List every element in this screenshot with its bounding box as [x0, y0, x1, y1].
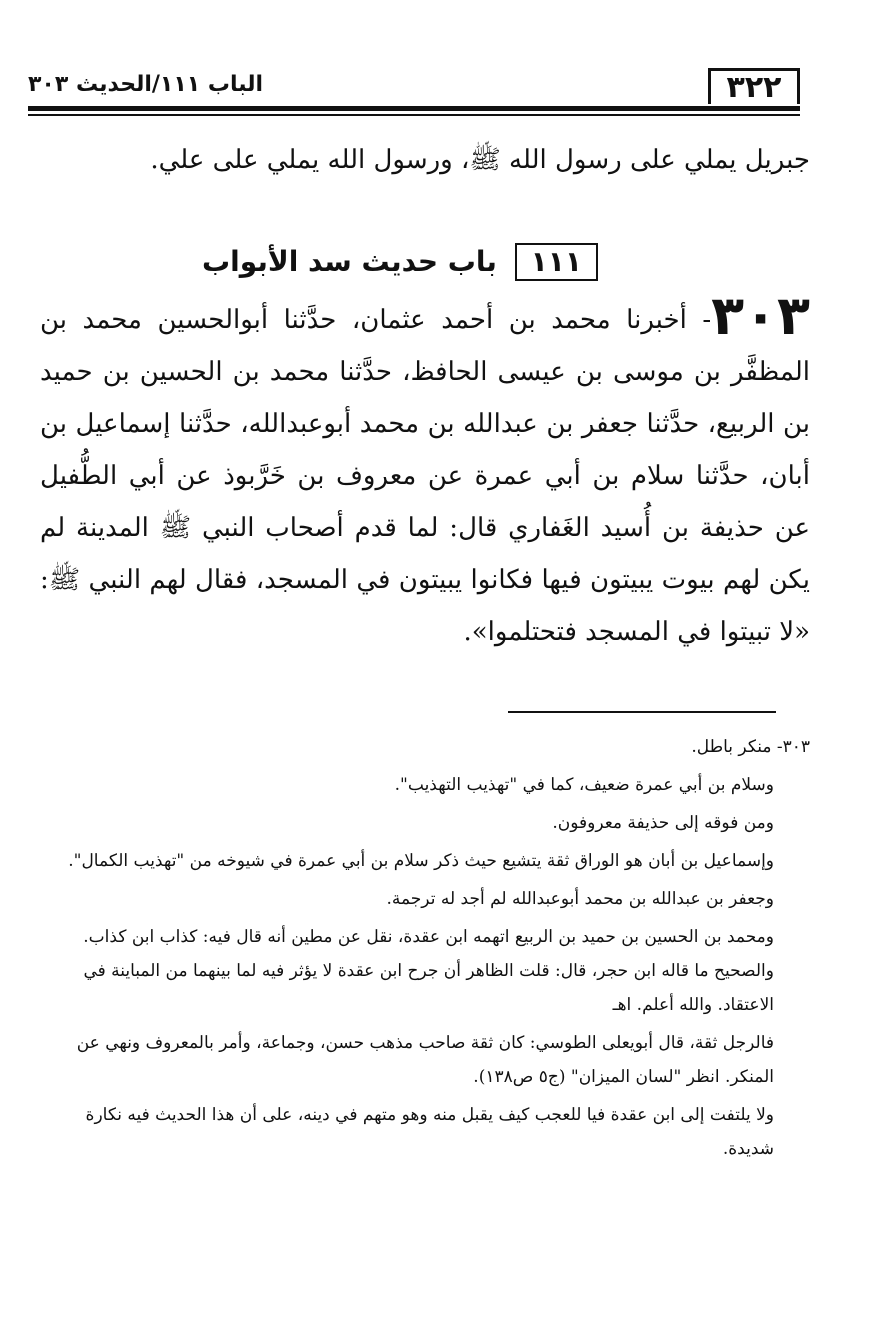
footnote-paragraph: ولا يلتفت إلى ابن عقدة فيا للعجب كيف يقبل منه وهو متهم في دينه، على أن هذا الحديث فيه نكارة شديدة. [85, 1105, 774, 1159]
chapter-number: ١١١ [515, 243, 598, 281]
continuation-text: جبريل يملي على رسول الله ﷺ، ورسول الله يملي على علي. [150, 145, 810, 175]
header-rule-thin [28, 114, 800, 116]
footnote-paragraph: وجعفر بن عبدالله بن محمد أبوعبدالله لم أجد له ترجمة. [386, 889, 774, 909]
page-header [28, 66, 800, 106]
hadith-number: ٣٠٣ [711, 284, 810, 347]
header-rule-thick [28, 106, 800, 111]
page-number: ٣٢٢ [708, 68, 800, 104]
footnote-paragraph: ومن فوقه إلى حذيفة معروفون. [552, 813, 774, 833]
running-title: الباب ١١١/الحديث ٣٠٣ [28, 72, 264, 97]
footnote-paragraph: وإسماعيل بن أبان هو الوراق ثقة يتشيع حيث ذكر سلام بن أبي عمرة في شيوخه من "تهذيب الكمال". [68, 851, 774, 871]
footnote-paragraph: فالرجل ثقة، قال أبويعلى الطوسي: كان ثقة صاحب مذهب حسن، وجماعة، وأمر بالمعروف ونهي عن المنكر. انظر "لسان الميزان" (ج٥ ص١٣٨). [76, 1033, 774, 1087]
footnote-verdict: ٣٠٣- منكر باطل. [691, 737, 810, 757]
footnote-separator [508, 711, 776, 713]
footnotes [40, 730, 810, 1170]
chapter-title: باب حديث سد الأبواب [202, 245, 497, 278]
hadith-text: - أخبرنا محمد بن أحمد عثمان، حدَّثنا أبوالحسين محمد بن المظفَّر بن موسى بن عيسى الحافظ، حدَّثنا محمد بن الحسين بن حميد بن الربيع، حدَّثنا جعفر بن عبدالله بن محمد أبوعبدالله، حدَّثنا إسماعيل بن أبان، حدَّثنا سلام بن أبي عمرة عن معروف بن خَرَّبوذ عن أبي الطُّفيل عن حذيفة بن أُسيد الغَفاري قال: لما قدم أصحاب النبي ﷺ المدينة لم يكن لهم بيوت يبيتون فيها فكانوا يبيتون في المسجد، فقال لهم النبي ﷺ: «لا تبيتوا في المسجد فتحتلموا». [40, 305, 810, 647]
hadith-text-block [40, 284, 810, 658]
footnote-paragraph: وسلام بن أبي عمرة ضعيف، كما في "تهذيب التهذيب". [394, 775, 774, 795]
chapter-heading [100, 240, 700, 284]
footnote-paragraph: ومحمد بن الحسين بن حميد بن الربيع اتهمه ابن عقدة، نقل عن مطين أنه قال فيه: كذاب ابن كذاب. والصحيح ما قاله ابن حجر، قال: قلت الظاهر أن جرح ابن عقدة لا يؤثر فيه لما بينهما من المباينة في الاعتقاد. والله أعلم. اهـ [83, 927, 774, 1015]
